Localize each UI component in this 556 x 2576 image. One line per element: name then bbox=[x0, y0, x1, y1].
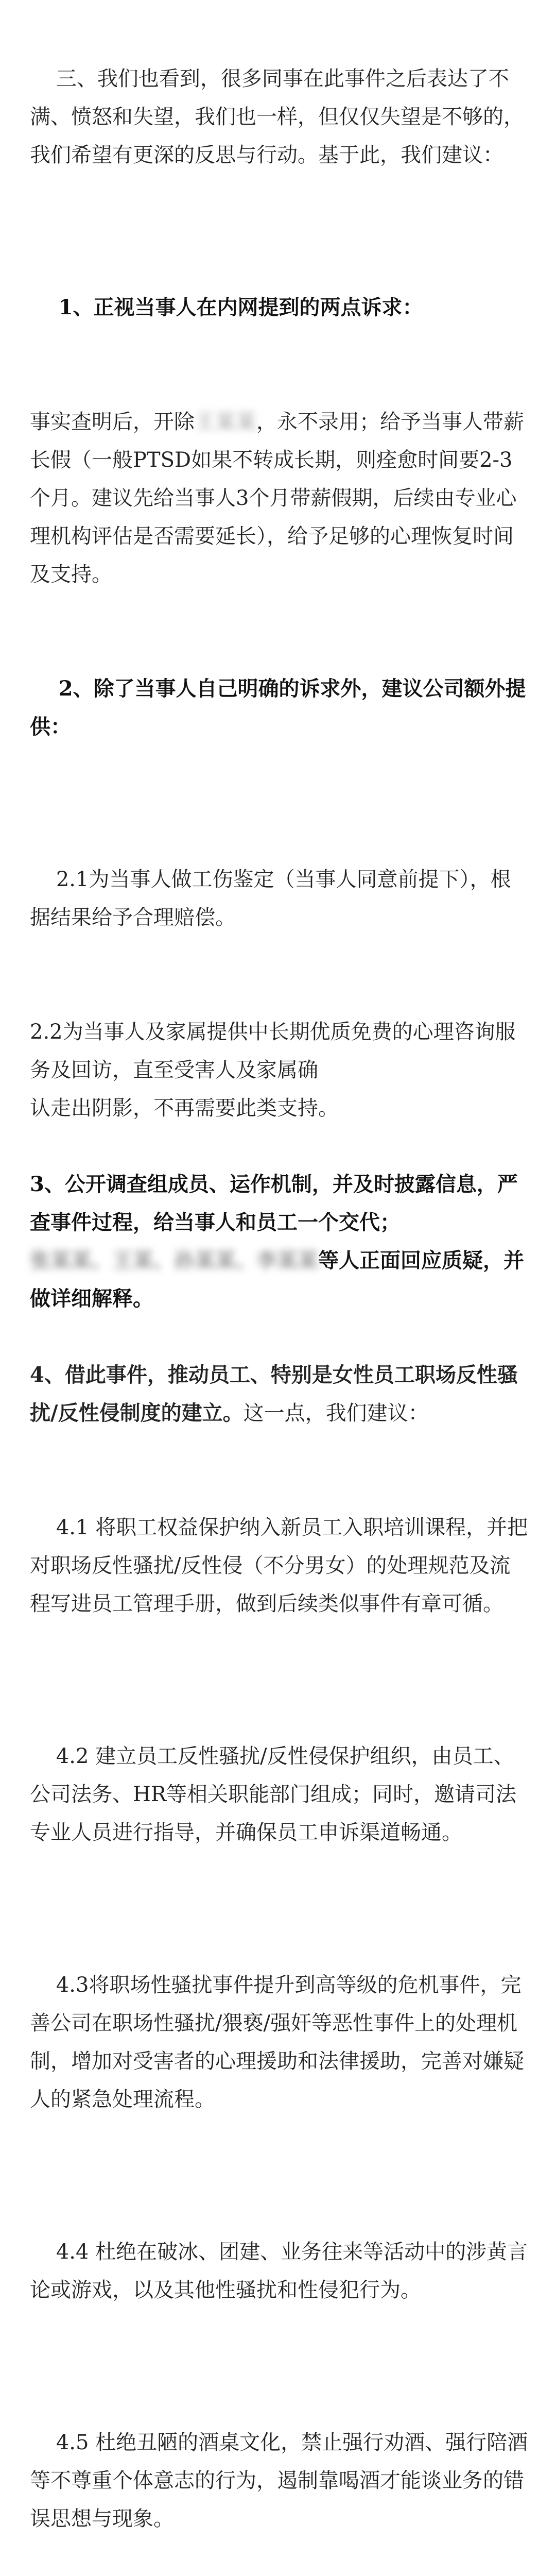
paragraph-point-2-1 bbox=[30, 822, 529, 975]
paragraph-point-2-heading bbox=[30, 632, 529, 784]
paragraph-text: 4.4 杜绝在破冰、团建、业务往来等活动中的涉黄言论或游戏，以及其他性骚扰和性侵犯行为。 bbox=[30, 2240, 528, 2302]
redacted-name: 王某某 bbox=[195, 410, 256, 434]
paragraph-point-1-body bbox=[30, 403, 529, 594]
paragraph-text-before: 事实查明后，开除 bbox=[30, 410, 195, 434]
paragraph-point-4-1 bbox=[30, 1470, 529, 1661]
paragraph-text: 2.1为当事人做工伤鉴定（当事人同意前提下），根据结果给予合理赔偿。 bbox=[30, 868, 511, 929]
redacted-names: 张某某、王某、孙某某、李某某 bbox=[30, 1248, 318, 1273]
heading-text: 2、除了当事人自己明确的诉求外，建议公司额外提供： bbox=[30, 676, 526, 739]
paragraph-text: 4.5 杜绝丑陋的酒桌文化，禁止强行劝酒、强行陪酒等不尊重个体意志的行为，遏制靠喝酒才能谈业务的错误思想与现象。 bbox=[30, 2431, 528, 2531]
paragraph-text-after: 这一点，我们建议： bbox=[243, 1401, 429, 1425]
paragraph-point-1-heading bbox=[30, 250, 529, 365]
paragraph-intro bbox=[30, 22, 529, 212]
paragraph-text: 4.2 建立员工反性骚扰/反性侵保护组织，由员工、公司法务、HR等相关职能部门组成；同时，邀请司法专业人员进行指导，并确保员工申诉渠道畅通。 bbox=[30, 1744, 516, 1844]
paragraph-point-4-4 bbox=[30, 2195, 529, 2347]
paragraph-point-4-heading bbox=[30, 1356, 529, 1432]
paragraph-point-4-5 bbox=[30, 2385, 529, 2576]
paragraph-point-4-3 bbox=[30, 1928, 529, 2157]
paragraph-text-before: 3、公开调查组成员、运作机制，并及时披露信息，严查事件过程，给当事人和员工一个交代； bbox=[30, 1172, 518, 1234]
heading-text: 1、正视当事人在内网提到的两点诉求： bbox=[58, 295, 423, 319]
paragraph-text: 2.2为当事人及家属提供中长期优质免费的心理咨询服务及回访，直至受害人及家属确 认走出阴影，不再需要此类支持。 bbox=[30, 1020, 516, 1120]
paragraph-text: 4.1 将职工权益保护纳入新员工入职培训课程，并把对职场反性骚扰/反性侵（不分男女）的处理规范及流程写进员工管理手册，做到后续类似事件有章可循。 bbox=[30, 1516, 528, 1616]
paragraph-text-after: 等人正面回应质疑，并做详细解释。 bbox=[30, 1248, 524, 1311]
paragraph-text: 三、我们也看到，很多同事在此事件之后表达了不满、愤怒和失望，我们也一样，但仅仅失望是不够的，我们希望有更深的反思与行动。基于此，我们建议： bbox=[30, 67, 524, 167]
paragraph-text: 4.3将职场性骚扰事件提升到高等级的危机事件，完善公司在职场性骚扰/猥亵/强奸等恶性事件上的处理机制，增加对受害者的心理援助和法律援助，完善对嫌疑人的紧急处理流程。 bbox=[30, 1973, 524, 2111]
paragraph-point-4-2 bbox=[30, 1699, 529, 1890]
document-body bbox=[30, 22, 529, 2576]
heading-text: 4、借此事件，推动员工、特别是女性员工职场反性骚扰/反性侵制度的建立。 bbox=[30, 1363, 518, 1425]
paragraph-point-2-2 bbox=[30, 1013, 529, 1127]
paragraph-point-3 bbox=[30, 1165, 529, 1318]
paragraph-text-after: ，永不录用；给予当事人带薪长假（一般PTSD如果不转成长期，则痊愈时间要2-3个月。建议先给当事人3个月带薪假期，后续由专业心理机构评估是否需要延长），给予足够的心理恢复时间及支持。 bbox=[30, 410, 524, 586]
